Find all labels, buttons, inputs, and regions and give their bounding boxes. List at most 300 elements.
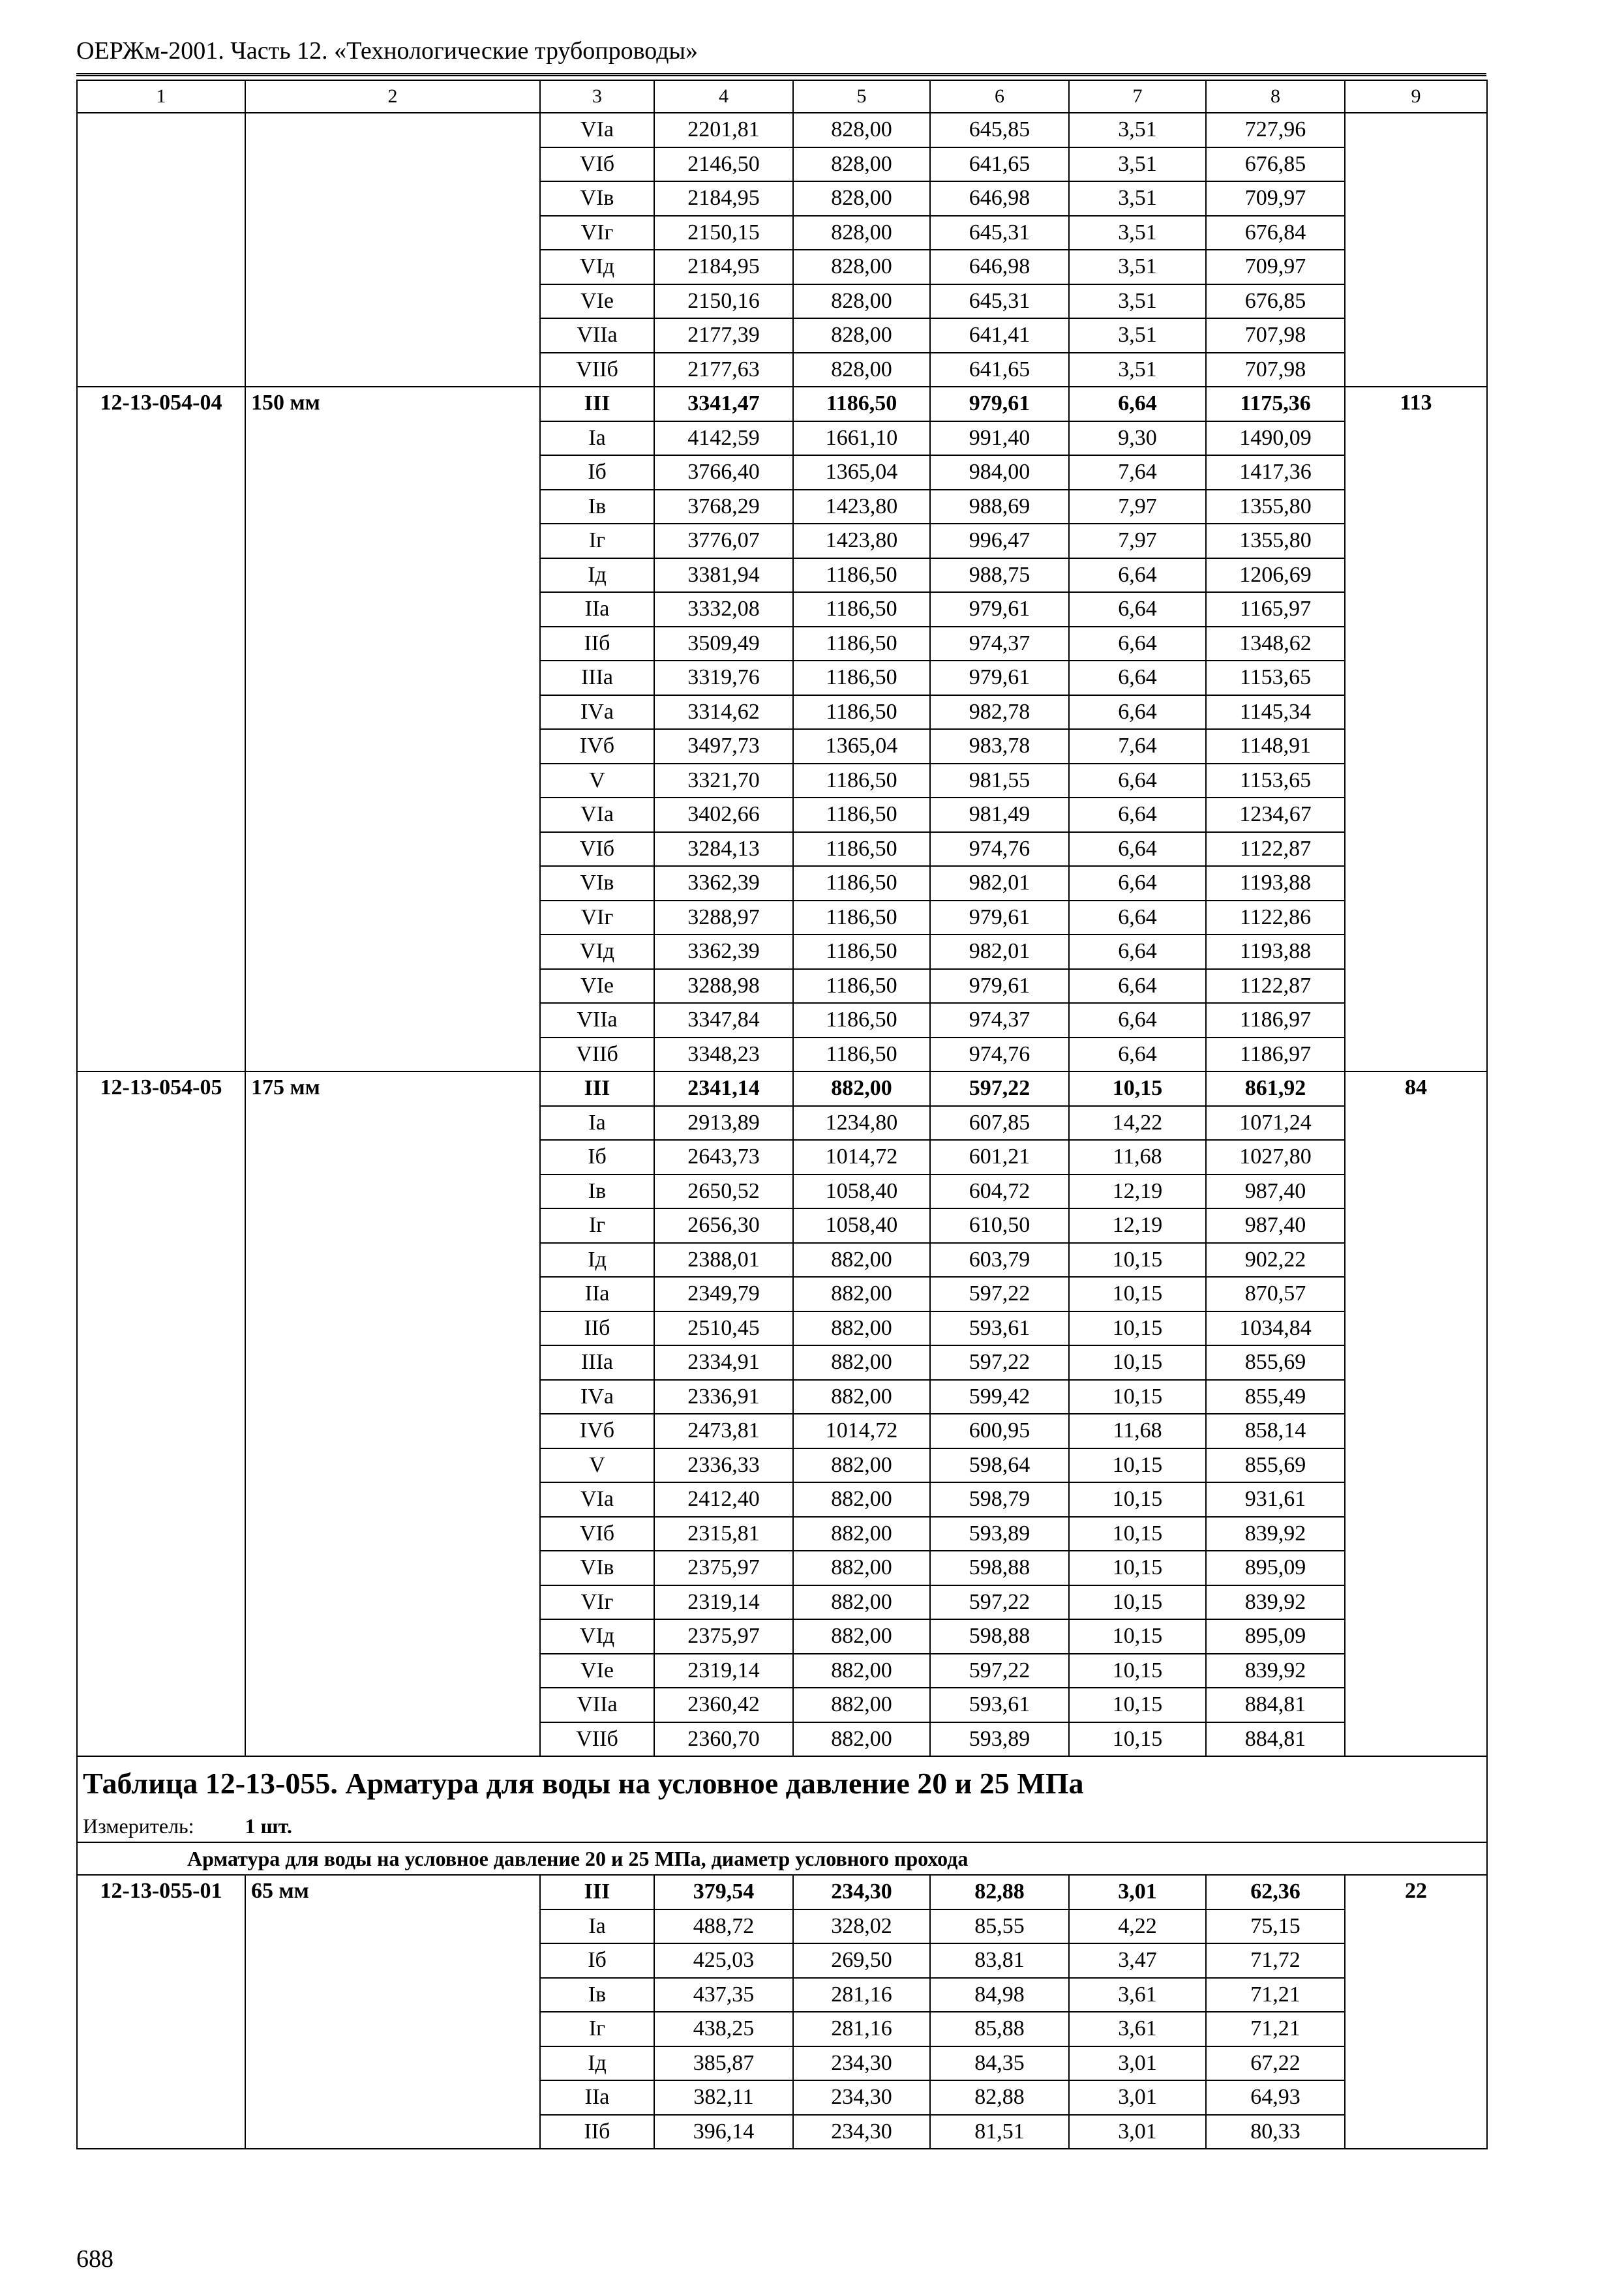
value-cell: 861,92 [1206,1071,1345,1106]
value-cell: 974,76 [930,832,1069,867]
value-cell: 7,64 [1069,729,1206,764]
region-cell: Iб [540,1140,654,1174]
value-cell: 3,01 [1069,2115,1206,2149]
value-cell: 438,25 [654,2012,793,2046]
value-cell: 1423,80 [793,524,930,558]
value-cell: 6,64 [1069,695,1206,730]
price-table [76,80,1488,2149]
value-cell: 6,64 [1069,969,1206,1004]
value-cell: 6,64 [1069,798,1206,832]
value-cell: 895,09 [1206,1551,1345,1585]
column-number-row [77,80,1487,113]
value-cell: 979,61 [930,661,1069,695]
region-cell: Iг [540,1208,654,1243]
value-cell: 828,00 [793,284,930,319]
region-cell: VIе [540,284,654,319]
value-cell: 3319,76 [654,661,793,695]
value-cell: 10,15 [1069,1448,1206,1483]
table-row [77,1875,1487,1909]
value-cell: 974,37 [930,1003,1069,1038]
value-cell: 709,97 [1206,181,1345,216]
value-cell: 1175,36 [1206,387,1345,421]
value-cell: 10,15 [1069,1517,1206,1551]
value-cell: 2177,63 [654,353,793,387]
value-cell: 12,19 [1069,1174,1206,1209]
rate-cell: 22 [1345,1875,1487,2149]
region-cell: VIв [540,1551,654,1585]
value-cell: 979,61 [930,387,1069,421]
value-cell: 1234,80 [793,1106,930,1141]
table-body [77,80,1487,2149]
value-cell: 855,69 [1206,1448,1345,1483]
value-cell: 1193,88 [1206,935,1345,969]
value-cell: 2473,81 [654,1414,793,1448]
value-cell: 6,64 [1069,764,1206,798]
value-cell: 1058,40 [793,1208,930,1243]
value-cell: 882,00 [793,1654,930,1688]
value-cell: 1186,50 [793,627,930,661]
value-cell: 882,00 [793,1380,930,1414]
value-cell: 882,00 [793,1517,930,1551]
value-cell: 2150,16 [654,284,793,319]
value-cell: 982,01 [930,935,1069,969]
value-cell: 80,33 [1206,2115,1345,2149]
value-cell: 3284,13 [654,832,793,867]
value-cell: 727,96 [1206,113,1345,147]
value-cell: 3,51 [1069,216,1206,250]
region-cell: IIб [540,2115,654,2149]
value-cell: 3776,07 [654,524,793,558]
value-cell: 882,00 [793,1551,930,1585]
table-row [77,113,1487,147]
region-cell: IIа [540,592,654,627]
section-title-row [77,1756,1487,1810]
value-cell: 828,00 [793,181,930,216]
value-cell: 3497,73 [654,729,793,764]
value-cell: 1122,87 [1206,969,1345,1004]
code-cell: 12-13-054-05 [77,1071,245,1756]
value-cell: 10,15 [1069,1688,1206,1722]
value-cell: 1186,50 [793,695,930,730]
region-cell: VIд [540,250,654,284]
value-cell: 593,61 [930,1688,1069,1722]
value-cell: 884,81 [1206,1688,1345,1722]
value-cell: 10,15 [1069,1482,1206,1517]
value-cell: 870,57 [1206,1277,1345,1311]
value-cell: 10,15 [1069,1380,1206,1414]
value-cell: 328,02 [793,1909,930,1944]
value-cell: 269,50 [793,1943,930,1978]
value-cell: 10,15 [1069,1585,1206,1620]
value-cell: 1034,84 [1206,1311,1345,1346]
value-cell: 1234,67 [1206,798,1345,832]
value-cell: 4142,59 [654,421,793,456]
value-cell: 2201,81 [654,113,793,147]
value-cell: 981,55 [930,764,1069,798]
code-cell [77,113,245,387]
value-cell: 10,15 [1069,1311,1206,1346]
value-cell: 11,68 [1069,1414,1206,1448]
value-cell: 3381,94 [654,558,793,593]
value-cell: 1186,50 [793,558,930,593]
value-cell: 884,81 [1206,1722,1345,1757]
value-cell: 1186,50 [793,661,930,695]
value-cell: 75,15 [1206,1909,1345,1944]
column-number: 5 [793,80,930,113]
code-cell: 12-13-054-04 [77,387,245,1071]
value-cell: 281,16 [793,2012,930,2046]
value-cell: 3768,29 [654,490,793,524]
value-cell: 828,00 [793,353,930,387]
column-number: 3 [540,80,654,113]
table-row [77,1071,1487,1106]
value-cell: 597,22 [930,1654,1069,1688]
column-number: 9 [1345,80,1487,113]
value-cell: 2656,30 [654,1208,793,1243]
value-cell: 4,22 [1069,1909,1206,1944]
value-cell: 676,84 [1206,216,1345,250]
value-cell: 7,97 [1069,524,1206,558]
region-cell: VIIб [540,1038,654,1072]
value-cell: 6,64 [1069,661,1206,695]
region-cell: III [540,387,654,421]
value-cell: 3341,47 [654,387,793,421]
value-cell: 488,72 [654,1909,793,1944]
value-cell: 6,64 [1069,1038,1206,1072]
value-cell: 62,36 [1206,1875,1345,1909]
value-cell: 85,55 [930,1909,1069,1944]
region-cell: Iд [540,558,654,593]
value-cell: 882,00 [793,1311,930,1346]
region-cell: Iг [540,524,654,558]
value-cell: 1186,50 [793,832,930,867]
value-cell: 603,79 [930,1243,1069,1278]
region-cell: VIе [540,969,654,1004]
value-cell: 281,16 [793,1978,930,2012]
meter-cell [77,1810,1487,1842]
value-cell: 3,47 [1069,1943,1206,1978]
value-cell: 646,98 [930,250,1069,284]
value-cell: 1186,97 [1206,1038,1345,1072]
subheading-row [77,1842,1487,1875]
value-cell: 902,22 [1206,1243,1345,1278]
region-cell: IVб [540,729,654,764]
value-cell: 593,61 [930,1311,1069,1346]
value-cell: 676,85 [1206,284,1345,319]
value-cell: 1153,65 [1206,661,1345,695]
value-cell: 645,31 [930,284,1069,319]
value-cell: 1186,50 [793,969,930,1004]
region-cell: IVб [540,1414,654,1448]
value-cell: 3,01 [1069,2046,1206,2081]
region-cell: III [540,1071,654,1106]
value-cell: 988,69 [930,490,1069,524]
value-cell: 2336,91 [654,1380,793,1414]
value-cell: 1365,04 [793,729,930,764]
value-cell: 1186,50 [793,592,930,627]
value-cell: 10,15 [1069,1551,1206,1585]
value-cell: 882,00 [793,1345,930,1380]
value-cell: 979,61 [930,592,1069,627]
value-cell: 7,97 [1069,490,1206,524]
region-cell: Iв [540,490,654,524]
value-cell: 1365,04 [793,455,930,490]
value-cell: 3,51 [1069,113,1206,147]
value-cell: 593,89 [930,1722,1069,1757]
region-cell: Iв [540,1978,654,2012]
value-cell: 709,97 [1206,250,1345,284]
value-cell: 1186,50 [793,1038,930,1072]
value-cell: 828,00 [793,216,930,250]
subheading-cell [77,1842,1487,1875]
value-cell: 855,69 [1206,1345,1345,1380]
value-cell: 1186,50 [793,1003,930,1038]
value-cell: 2643,73 [654,1140,793,1174]
value-cell: 974,37 [930,627,1069,661]
value-cell: 641,65 [930,147,1069,182]
value-cell: 3348,23 [654,1038,793,1072]
value-cell: 3402,66 [654,798,793,832]
meter-label: Измеритель: [83,1814,194,1838]
value-cell: 984,00 [930,455,1069,490]
value-cell: 598,88 [930,1619,1069,1654]
value-cell: 3288,98 [654,969,793,1004]
value-cell: 839,92 [1206,1654,1345,1688]
value-cell: 1186,50 [793,764,930,798]
value-cell: 3321,70 [654,764,793,798]
value-cell: 84,98 [930,1978,1069,2012]
rate-cell: 84 [1345,1071,1487,1756]
value-cell: 7,64 [1069,455,1206,490]
value-cell: 2341,14 [654,1071,793,1106]
value-cell: 2388,01 [654,1243,793,1278]
section-title-cell [77,1756,1487,1810]
value-cell: 425,03 [654,1943,793,1978]
value-cell: 1071,24 [1206,1106,1345,1141]
value-cell: 10,15 [1069,1345,1206,1380]
value-cell: 3,01 [1069,2080,1206,2115]
value-cell: 385,87 [654,2046,793,2081]
value-cell: 6,64 [1069,387,1206,421]
column-number: 2 [245,80,540,113]
value-cell: 641,41 [930,318,1069,353]
value-cell: 2184,95 [654,181,793,216]
value-cell: 1186,50 [793,798,930,832]
region-cell: V [540,764,654,798]
region-cell: IVа [540,695,654,730]
value-cell: 6,64 [1069,627,1206,661]
value-cell: 12,19 [1069,1208,1206,1243]
value-cell: 84,35 [930,2046,1069,2081]
region-cell: Iа [540,1106,654,1141]
section-title: Таблица 12-13-055. Арматура для воды на условное давление 20 и 25 МПа [83,1767,1084,1800]
value-cell: 396,14 [654,2115,793,2149]
value-cell: 707,98 [1206,353,1345,387]
region-cell: VIIа [540,1688,654,1722]
region-cell: VIд [540,1619,654,1654]
value-cell: 3,51 [1069,147,1206,182]
value-cell: 2650,52 [654,1174,793,1209]
value-cell: 607,85 [930,1106,1069,1141]
value-cell: 1355,80 [1206,524,1345,558]
value-cell: 593,89 [930,1517,1069,1551]
value-cell: 987,40 [1206,1174,1345,1209]
subheading: Арматура для воды на условное давление 20 и 25 МПа, диаметр условного прохода [187,1847,969,1870]
region-cell: VIб [540,1517,654,1551]
value-cell: 2150,15 [654,216,793,250]
value-cell: 882,00 [793,1619,930,1654]
value-cell: 1186,50 [793,387,930,421]
region-cell: VIв [540,866,654,901]
value-cell: 2375,97 [654,1551,793,1585]
region-cell: IVа [540,1380,654,1414]
value-cell: 3,51 [1069,353,1206,387]
value-cell: 1014,72 [793,1140,930,1174]
region-cell: IIIа [540,1345,654,1380]
value-cell: 2184,95 [654,250,793,284]
value-cell: 931,61 [1206,1482,1345,1517]
value-cell: 3,61 [1069,1978,1206,2012]
column-number: 4 [654,80,793,113]
value-cell: 11,68 [1069,1140,1206,1174]
value-cell: 828,00 [793,113,930,147]
value-cell: 1145,34 [1206,695,1345,730]
region-cell: VIа [540,113,654,147]
value-cell: 6,64 [1069,1003,1206,1038]
value-cell: 10,15 [1069,1243,1206,1278]
value-cell: 82,88 [930,2080,1069,2115]
value-cell: 1490,09 [1206,421,1345,456]
value-cell: 598,64 [930,1448,1069,1483]
value-cell: 6,64 [1069,901,1206,935]
value-cell: 604,72 [930,1174,1069,1209]
code-cell: 12-13-055-01 [77,1875,245,2149]
value-cell: 3332,08 [654,592,793,627]
region-cell: IIб [540,1311,654,1346]
value-cell: 1355,80 [1206,490,1345,524]
value-cell: 828,00 [793,318,930,353]
value-cell: 85,88 [930,2012,1069,2046]
value-cell: 597,22 [930,1277,1069,1311]
region-cell: VIб [540,147,654,182]
value-cell: 996,47 [930,524,1069,558]
value-cell: 3362,39 [654,866,793,901]
region-cell: VIа [540,798,654,832]
value-cell: 81,51 [930,2115,1069,2149]
value-cell: 6,64 [1069,592,1206,627]
region-cell: IIб [540,627,654,661]
value-cell: 6,64 [1069,935,1206,969]
region-cell: VIIа [540,1003,654,1038]
value-cell: 858,14 [1206,1414,1345,1448]
value-cell: 14,22 [1069,1106,1206,1141]
value-cell: 645,31 [930,216,1069,250]
region-cell: IIа [540,2080,654,2115]
value-cell: 882,00 [793,1585,930,1620]
column-number: 1 [77,80,245,113]
page-number: 688 [76,2245,113,2273]
header-rule [76,73,1486,76]
value-cell: 2510,45 [654,1311,793,1346]
region-cell: IIIа [540,661,654,695]
value-cell: 10,15 [1069,1277,1206,1311]
value-cell: 601,21 [930,1140,1069,1174]
value-cell: 1423,80 [793,490,930,524]
value-cell: 234,30 [793,2115,930,2149]
value-cell: 2334,91 [654,1345,793,1380]
value-cell: 982,01 [930,866,1069,901]
value-cell: 676,85 [1206,147,1345,182]
value-cell: 1193,88 [1206,866,1345,901]
column-number: 6 [930,80,1069,113]
value-cell: 82,88 [930,1875,1069,1909]
rate-cell: 113 [1345,387,1487,1071]
value-cell: 1165,97 [1206,592,1345,627]
value-cell: 1122,87 [1206,832,1345,867]
value-cell: 597,22 [930,1345,1069,1380]
value-cell: 610,50 [930,1208,1069,1243]
value-cell: 979,61 [930,969,1069,1004]
value-cell: 3,51 [1069,318,1206,353]
value-cell: 6,64 [1069,558,1206,593]
value-cell: 882,00 [793,1688,930,1722]
value-cell: 2360,42 [654,1688,793,1722]
value-cell: 1148,91 [1206,729,1345,764]
value-cell: 1186,50 [793,935,930,969]
value-cell: 3,51 [1069,284,1206,319]
value-cell: 598,79 [930,1482,1069,1517]
region-cell: V [540,1448,654,1483]
value-cell: 2319,14 [654,1585,793,1620]
value-cell: 83,81 [930,1943,1069,1978]
value-cell: 3347,84 [654,1003,793,1038]
value-cell: 10,15 [1069,1619,1206,1654]
column-number: 8 [1206,80,1345,113]
size-cell: 175 мм [245,1071,540,1756]
value-cell: 2146,50 [654,147,793,182]
value-cell: 598,88 [930,1551,1069,1585]
value-cell: 234,30 [793,2080,930,2115]
size-cell: 150 мм [245,387,540,1071]
value-cell: 2177,39 [654,318,793,353]
value-cell: 2412,40 [654,1482,793,1517]
value-cell: 437,35 [654,1978,793,2012]
value-cell: 2319,14 [654,1654,793,1688]
value-cell: 3509,49 [654,627,793,661]
value-cell: 3,51 [1069,181,1206,216]
value-cell: 599,42 [930,1380,1069,1414]
meter-value: 1 шт. [245,1814,292,1838]
value-cell: 987,40 [1206,1208,1345,1243]
value-cell: 882,00 [793,1277,930,1311]
value-cell: 234,30 [793,1875,930,1909]
value-cell: 974,76 [930,1038,1069,1072]
value-cell: 882,00 [793,1482,930,1517]
value-cell: 828,00 [793,250,930,284]
region-cell: III [540,1875,654,1909]
value-cell: 979,61 [930,901,1069,935]
region-cell: Iг [540,2012,654,2046]
value-cell: 646,98 [930,181,1069,216]
value-cell: 2336,33 [654,1448,793,1483]
column-number: 7 [1069,80,1206,113]
value-cell: 6,64 [1069,866,1206,901]
value-cell: 882,00 [793,1243,930,1278]
value-cell: 839,92 [1206,1585,1345,1620]
region-cell: Iа [540,421,654,456]
value-cell: 3,01 [1069,1875,1206,1909]
value-cell: 10,15 [1069,1722,1206,1757]
